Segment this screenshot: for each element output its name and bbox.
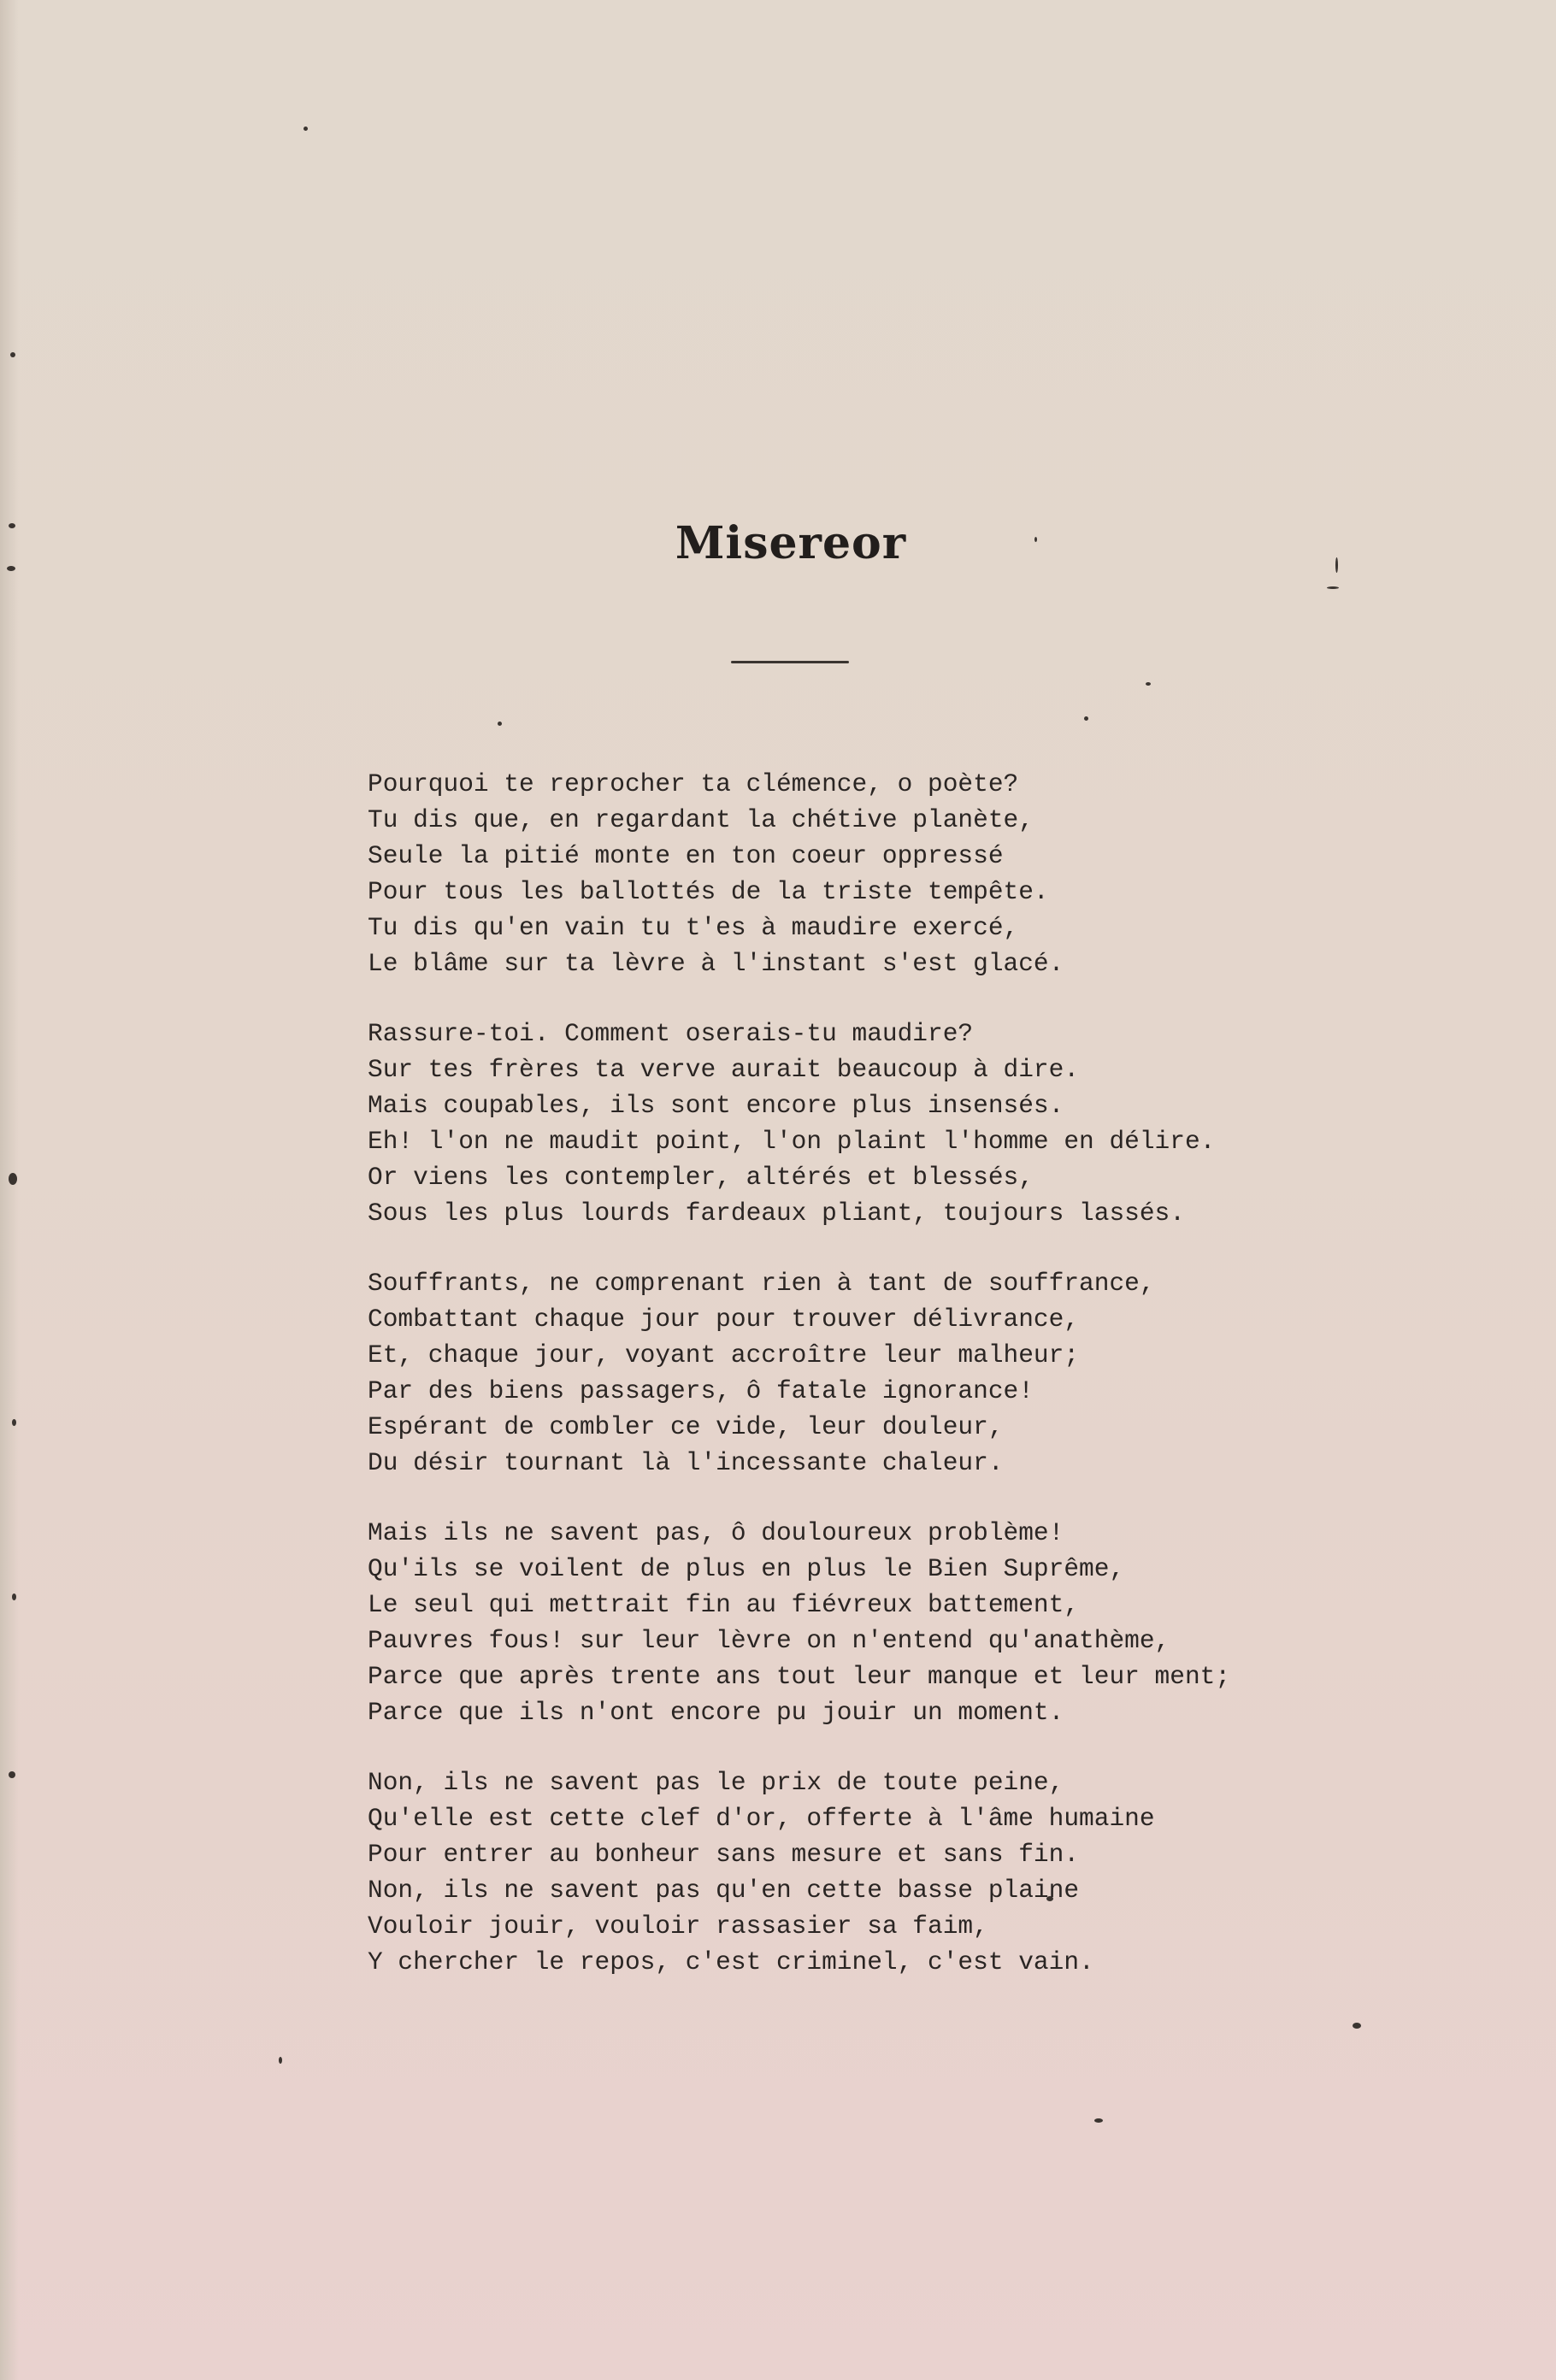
- poem-line: Parce que après trente ans tout leur manque et leur ment;: [368, 1662, 1231, 1691]
- poem-line: Par des biens passagers, ô fatale ignorance!: [368, 1376, 1034, 1405]
- stanza: [368, 1515, 1308, 1730]
- poem-line: Rassure-toi. Comment oserais-tu maudire?: [368, 1019, 974, 1048]
- paper-speck: [498, 722, 502, 726]
- page-edge: [0, 0, 19, 2380]
- paper-speck: [1094, 2118, 1103, 2123]
- paper-speck: [304, 127, 308, 131]
- paper-speck: [1084, 716, 1088, 721]
- paper-speck: [9, 1173, 17, 1185]
- poem-line: Vouloir jouir, vouloir rassasier sa faim,: [368, 1912, 988, 1941]
- stanza: [368, 766, 1308, 981]
- paper-speck: [1353, 2023, 1361, 2029]
- poem-line: Le seul qui mettrait fin au fiévreux battement,: [368, 1590, 1080, 1619]
- poem-line: Combattant chaque jour pour trouver délivrance,: [368, 1305, 1080, 1334]
- poem-line: Mais coupables, ils sont encore plus insensés.: [368, 1091, 1064, 1120]
- paper-speck: [1327, 586, 1339, 589]
- paper-speck: [279, 2057, 282, 2064]
- poem-line: Et, chaque jour, voyant accroître leur malheur;: [368, 1340, 1080, 1370]
- poem-line: Qu'ils se voilent de plus en plus le Bien Suprême,: [368, 1554, 1125, 1583]
- poem-line: Le blâme sur ta lèvre à l'instant s'est glacé.: [368, 949, 1064, 978]
- poem-body: [368, 766, 1308, 2014]
- poem-line: Sur tes frères ta verve aurait beaucoup à dire.: [368, 1055, 1080, 1084]
- poem-line: Or viens les contempler, altérés et blessés,: [368, 1163, 1034, 1192]
- poem-line: Pour tous les ballottés de la triste tempête.: [368, 877, 1049, 906]
- stanza: [368, 1016, 1308, 1231]
- stanza: [368, 1265, 1308, 1481]
- stanza: [368, 1764, 1308, 1980]
- poem-line: Tu dis qu'en vain tu t'es à maudire exercé,: [368, 913, 1019, 942]
- poem-line: Sous les plus lourds fardeaux pliant, toujours lassés.: [368, 1199, 1185, 1228]
- paper-speck: [12, 1594, 16, 1600]
- poem-title: Misereor: [675, 516, 907, 569]
- poem-line: Souffrants, ne comprenant rien à tant de souffrance,: [368, 1269, 1155, 1298]
- poem-line: Pourquoi te reprocher ta clémence, o poète?: [368, 769, 1019, 798]
- paper-speck: [10, 352, 15, 357]
- title-divider: [731, 661, 849, 663]
- paper-speck: [12, 1419, 16, 1426]
- poem-line: Du désir tournant là l'incessante chaleur.: [368, 1448, 1004, 1477]
- poem-line: Pour entrer au bonheur sans mesure et sans fin.: [368, 1840, 1080, 1869]
- poem-line: Pauvres fous! sur leur lèvre on n'entend qu'anathème,: [368, 1626, 1170, 1655]
- paper-speck: [9, 1771, 15, 1778]
- poem-line: Espérant de combler ce vide, leur douleur,: [368, 1412, 1004, 1441]
- poem-line: Non, ils ne savent pas le prix de toute peine,: [368, 1768, 1064, 1797]
- poem-line: Y chercher le repos, c'est criminel, c'est vain.: [368, 1947, 1094, 1976]
- poem-line: Parce que ils n'ont encore pu jouir un moment.: [368, 1698, 1064, 1727]
- poem-line: Eh! l'on ne maudit point, l'on plaint l'homme en délire.: [368, 1127, 1216, 1156]
- paper-speck: [1146, 682, 1151, 686]
- poem-line: Qu'elle est cette clef d'or, offerte à l'âme humaine: [368, 1804, 1155, 1833]
- poem-line: Seule la pitié monte en ton coeur oppressé: [368, 841, 1004, 870]
- poem-line: Non, ils ne savent pas qu'en cette basse plaine: [368, 1876, 1080, 1905]
- poem-line: Mais ils ne savent pas, ô douloureux problème!: [368, 1518, 1064, 1547]
- poem-line: Tu dis que, en regardant la chétive planète,: [368, 805, 1034, 834]
